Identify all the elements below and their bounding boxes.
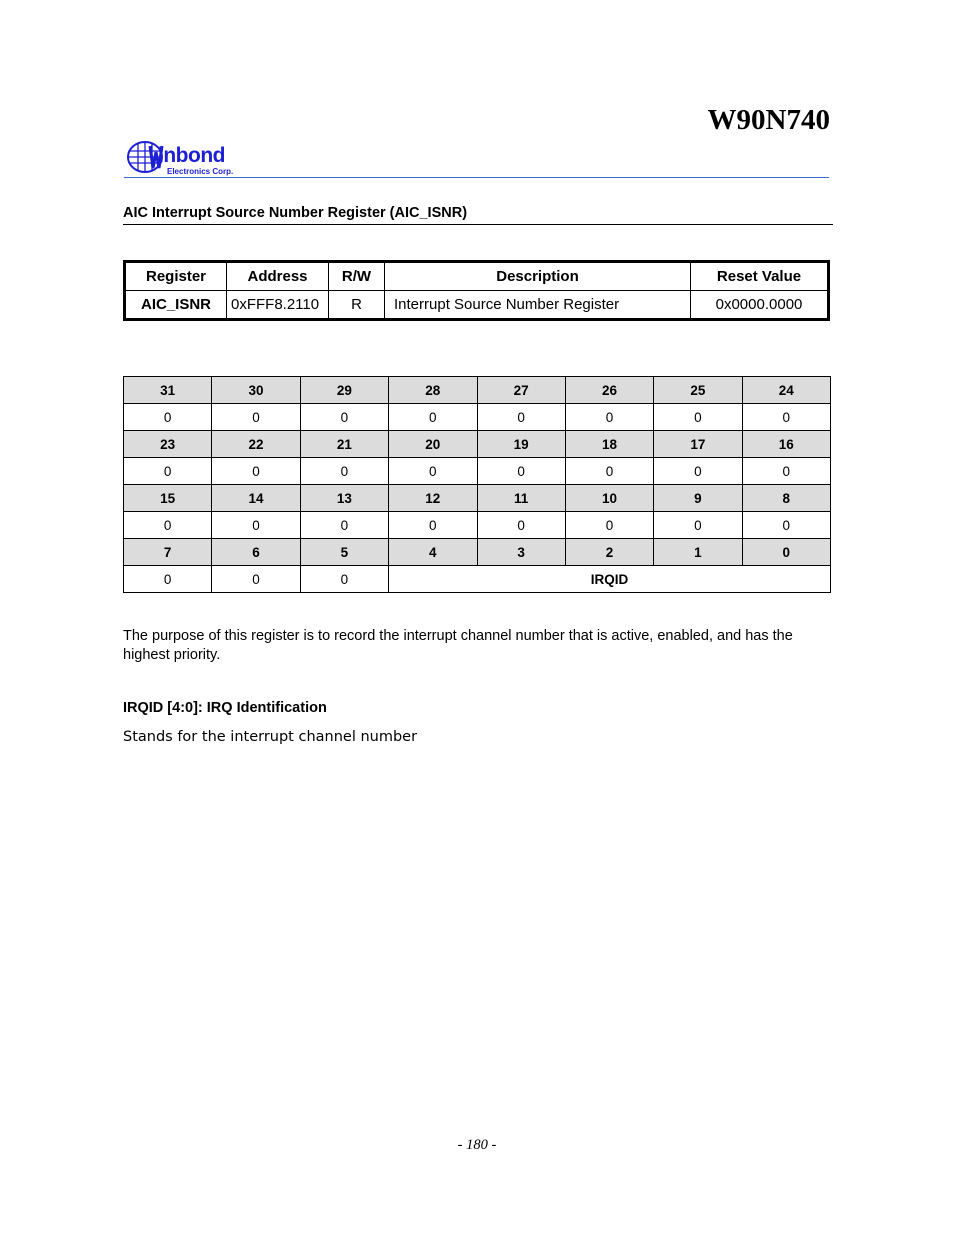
bit-value: 0	[477, 404, 565, 431]
bit-value: 0	[124, 458, 212, 485]
bit-value-row	[124, 404, 831, 431]
bit-number-row	[124, 431, 831, 458]
bit-number: 26	[565, 377, 653, 404]
register-table-header-row	[125, 262, 829, 291]
register-address: 0xFFF8.2110	[227, 291, 329, 320]
bit-number: 28	[389, 377, 477, 404]
register-table-row	[125, 291, 829, 320]
bit-value-row	[124, 512, 831, 539]
header-address: Address	[227, 262, 329, 291]
logo-subtitle: Electronics Corp.	[167, 167, 234, 176]
logo-wordmark: inbond	[158, 144, 225, 167]
bit-number-row	[124, 539, 831, 566]
bit-number: 18	[565, 431, 653, 458]
bit-value: 0	[654, 512, 742, 539]
bit-value: 0	[742, 458, 830, 485]
header-description: Description	[385, 262, 691, 291]
bit-value: 0	[389, 404, 477, 431]
register-summary-table	[123, 260, 830, 321]
bit-number: 7	[124, 539, 212, 566]
bit-number: 12	[389, 485, 477, 512]
bit-value: 0	[212, 404, 300, 431]
title-divider	[123, 224, 833, 225]
bit-value-row	[124, 566, 831, 593]
bit-value: 0	[124, 566, 212, 593]
register-access: R	[329, 291, 385, 320]
bit-number: 19	[477, 431, 565, 458]
register-description: Interrupt Source Number Register	[385, 291, 691, 320]
bit-number-row	[124, 377, 831, 404]
bit-number: 25	[654, 377, 742, 404]
bit-value: 0	[654, 458, 742, 485]
irqid-field: IRQID	[389, 566, 831, 593]
bit-value: 0	[477, 512, 565, 539]
bit-number: 6	[212, 539, 300, 566]
bit-number: 10	[565, 485, 653, 512]
bit-number: 30	[212, 377, 300, 404]
page-number: - 180 -	[457, 1137, 497, 1153]
bit-number-row	[124, 485, 831, 512]
section-title: AIC Interrupt Source Number Register (AIC_ISNR)	[123, 205, 468, 221]
bit-number: 11	[477, 485, 565, 512]
bit-number: 9	[654, 485, 742, 512]
bit-number: 27	[477, 377, 565, 404]
bit-number: 4	[389, 539, 477, 566]
bit-number: 1	[654, 539, 742, 566]
register-name: AIC_ISNR	[125, 291, 227, 320]
bit-value: 0	[654, 404, 742, 431]
bit-value: 0	[212, 566, 300, 593]
bit-number: 21	[300, 431, 388, 458]
field-heading: IRQID [4:0]: IRQ Identification	[123, 700, 327, 716]
bit-number: 17	[654, 431, 742, 458]
bit-number: 14	[212, 485, 300, 512]
bit-value: 0	[389, 458, 477, 485]
header-divider	[124, 177, 829, 178]
bit-value: 0	[389, 512, 477, 539]
bit-value: 0	[300, 404, 388, 431]
bit-value: 0	[124, 404, 212, 431]
bit-value: 0	[212, 458, 300, 485]
bit-value: 0	[124, 512, 212, 539]
bit-number: 31	[124, 377, 212, 404]
bit-value: 0	[300, 566, 388, 593]
header-reset-value: Reset Value	[691, 262, 829, 291]
register-purpose-paragraph: The purpose of this register is to record the interrupt channel number that is active, enabled, and has the highest priority.	[123, 628, 793, 663]
bit-value: 0	[565, 458, 653, 485]
bit-number: 24	[742, 377, 830, 404]
register-reset-value: 0x0000.0000	[691, 291, 829, 320]
bit-value: 0	[477, 458, 565, 485]
bit-value: 0	[300, 458, 388, 485]
bit-field-table	[123, 376, 831, 593]
bit-number: 16	[742, 431, 830, 458]
bit-number: 29	[300, 377, 388, 404]
bit-number: 2	[565, 539, 653, 566]
bit-value: 0	[565, 404, 653, 431]
bit-number: 5	[300, 539, 388, 566]
bit-number: 23	[124, 431, 212, 458]
bit-number: 20	[389, 431, 477, 458]
field-description: Stands for the interrupt channel number	[123, 729, 418, 745]
bit-number: 15	[124, 485, 212, 512]
bit-value: 0	[565, 512, 653, 539]
bit-number: 8	[742, 485, 830, 512]
header-register: Register	[125, 262, 227, 291]
header-rw: R/W	[329, 262, 385, 291]
winbond-logo	[126, 138, 252, 178]
bit-value: 0	[212, 512, 300, 539]
bit-number: 22	[212, 431, 300, 458]
bit-value: 0	[300, 512, 388, 539]
document-model-title: W90N740	[707, 104, 830, 136]
bit-number: 13	[300, 485, 388, 512]
bit-number: 3	[477, 539, 565, 566]
bit-value-row	[124, 458, 831, 485]
bit-number: 0	[742, 539, 830, 566]
bit-value: 0	[742, 404, 830, 431]
bit-value: 0	[742, 512, 830, 539]
